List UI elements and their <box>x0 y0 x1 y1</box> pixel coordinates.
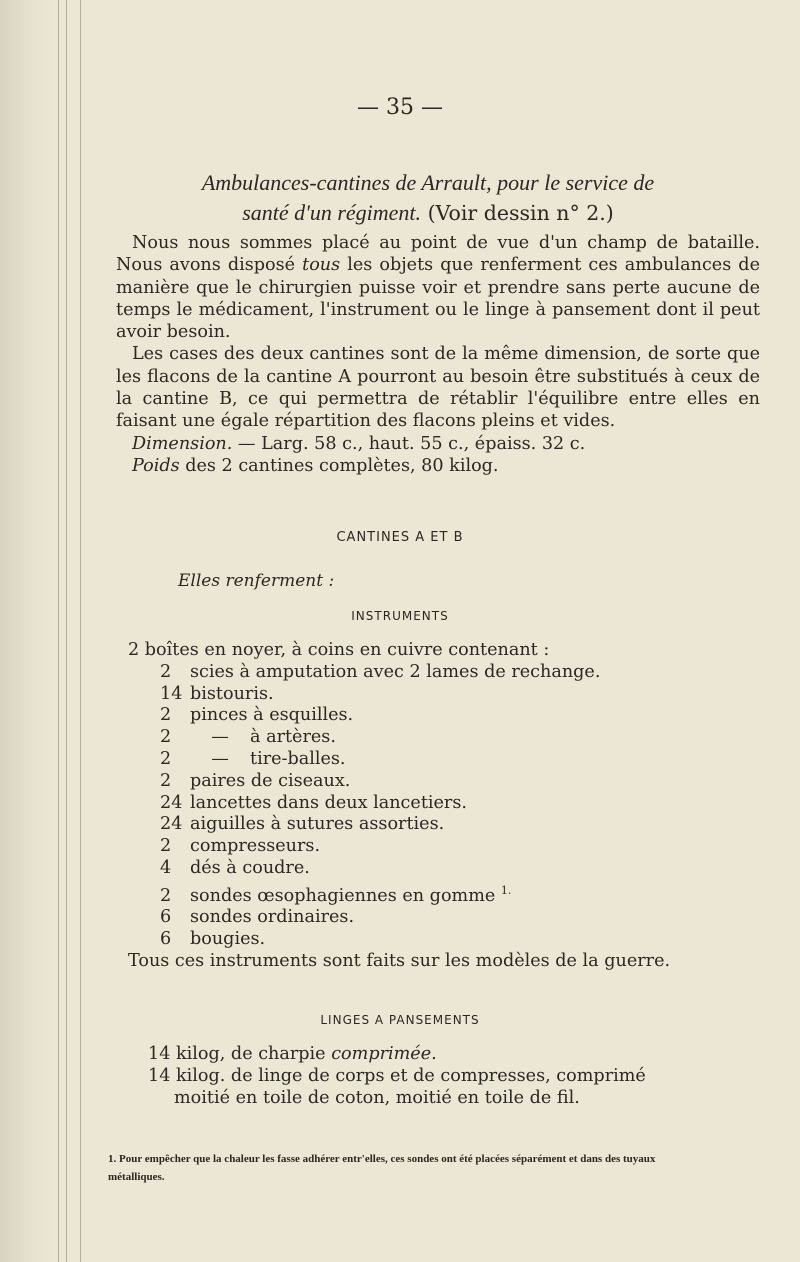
list-item: 14 kilog, de charpie comprimée. <box>148 1044 437 1064</box>
section-title-instruments: INSTRUMENTS <box>351 609 449 623</box>
list-item: 24 lancettes dans deux lancetiers. <box>160 792 467 813</box>
section-heading <box>128 168 728 228</box>
list-item: 2 sondes œsophagiennes en gomme $^{1.}$ <box>160 883 512 906</box>
list-item: 2 compresseurs. <box>160 836 321 857</box>
paragraph: Nous nous sommes placé au point de vue d'un champ de bataille. Nous avons disposé tous les objets que renferment ces ambulances de manière que le chirurgien puisse voir et prendre sans perte aucune de temps le médicament, l'instrument ou le linge à pansement dont il peut avoir besoin. <box>116 233 760 343</box>
page-edge-line <box>66 0 67 1262</box>
list-item: 2 — tire-balles. <box>160 748 346 769</box>
list-header: 2 boîtes en noyer, à coins en cuivre contenant : <box>128 640 550 660</box>
section-title-cantines: CANTINES A ET B <box>336 530 464 545</box>
list-item: 2 — à artères. <box>160 727 336 748</box>
paragraph: Les cases des deux cantines sont de la même dimension, de sorte que les flacons de la cantine A pourront au besoin être substitués à ceux de la cantine B, ce qui permettra de rétablir l'équilibre entre elles en faisant une égale répartition des flacons pleins et vides. <box>116 344 760 432</box>
list-item: 6 bougies. <box>160 929 266 950</box>
list-item: 6 sondes ordinaires. <box>160 907 355 928</box>
footnote-marker: 1. <box>500 883 512 897</box>
heading-sub: santé d'un régiment. <box>242 200 422 225</box>
list-item: 14 kilog. de linge de corps et de compresses, comprimé moitié en toile de coton, moitié en toile de fil. <box>148 1066 646 1108</box>
intro-text <box>116 232 760 477</box>
list-item: 2 scies à amputation avec 2 lames de rechange. <box>160 661 601 682</box>
section-title-linges: LINGES A PANSEMENTS <box>320 1013 480 1027</box>
linges-list <box>148 1043 668 1109</box>
heading-main: Ambulances-cantines de Arrault, pour le service de <box>201 170 655 195</box>
page-edge-line <box>58 0 59 1262</box>
paragraph: Poids des 2 cantines complètes, 80 kilog. <box>132 455 499 476</box>
elles-renferment: Elles renferment : <box>178 571 335 591</box>
footnote: 1. Pour empêcher que la chaleur les fasse adhérer entr'elles, ces sondes ont été placées séparément et dans des tuyaux métalliques. <box>108 1153 656 1183</box>
list-item: 24 aiguilles à sutures assorties. <box>160 814 445 835</box>
instrument-list <box>128 640 768 973</box>
page-edge-line <box>80 0 81 1262</box>
list-footer: Tous ces instruments sont faits sur les modèles de la guerre. <box>128 951 671 972</box>
list-item: 4 dés à coudre. <box>160 857 310 878</box>
list-item: 2 paires de ciseaux. <box>160 770 351 791</box>
heading-reference: (Voir dessin n° 2.) <box>427 201 614 225</box>
page-number: — 35 — <box>357 95 443 120</box>
page-binding-shadow <box>0 0 58 1262</box>
list-item: 14 bistouris. <box>160 683 274 704</box>
paragraph: Dimension. — Larg. 58 c., haut. 55 c., épaiss. 32 c. <box>132 433 586 454</box>
list-item: 2 pinces à esquilles. <box>160 705 354 726</box>
